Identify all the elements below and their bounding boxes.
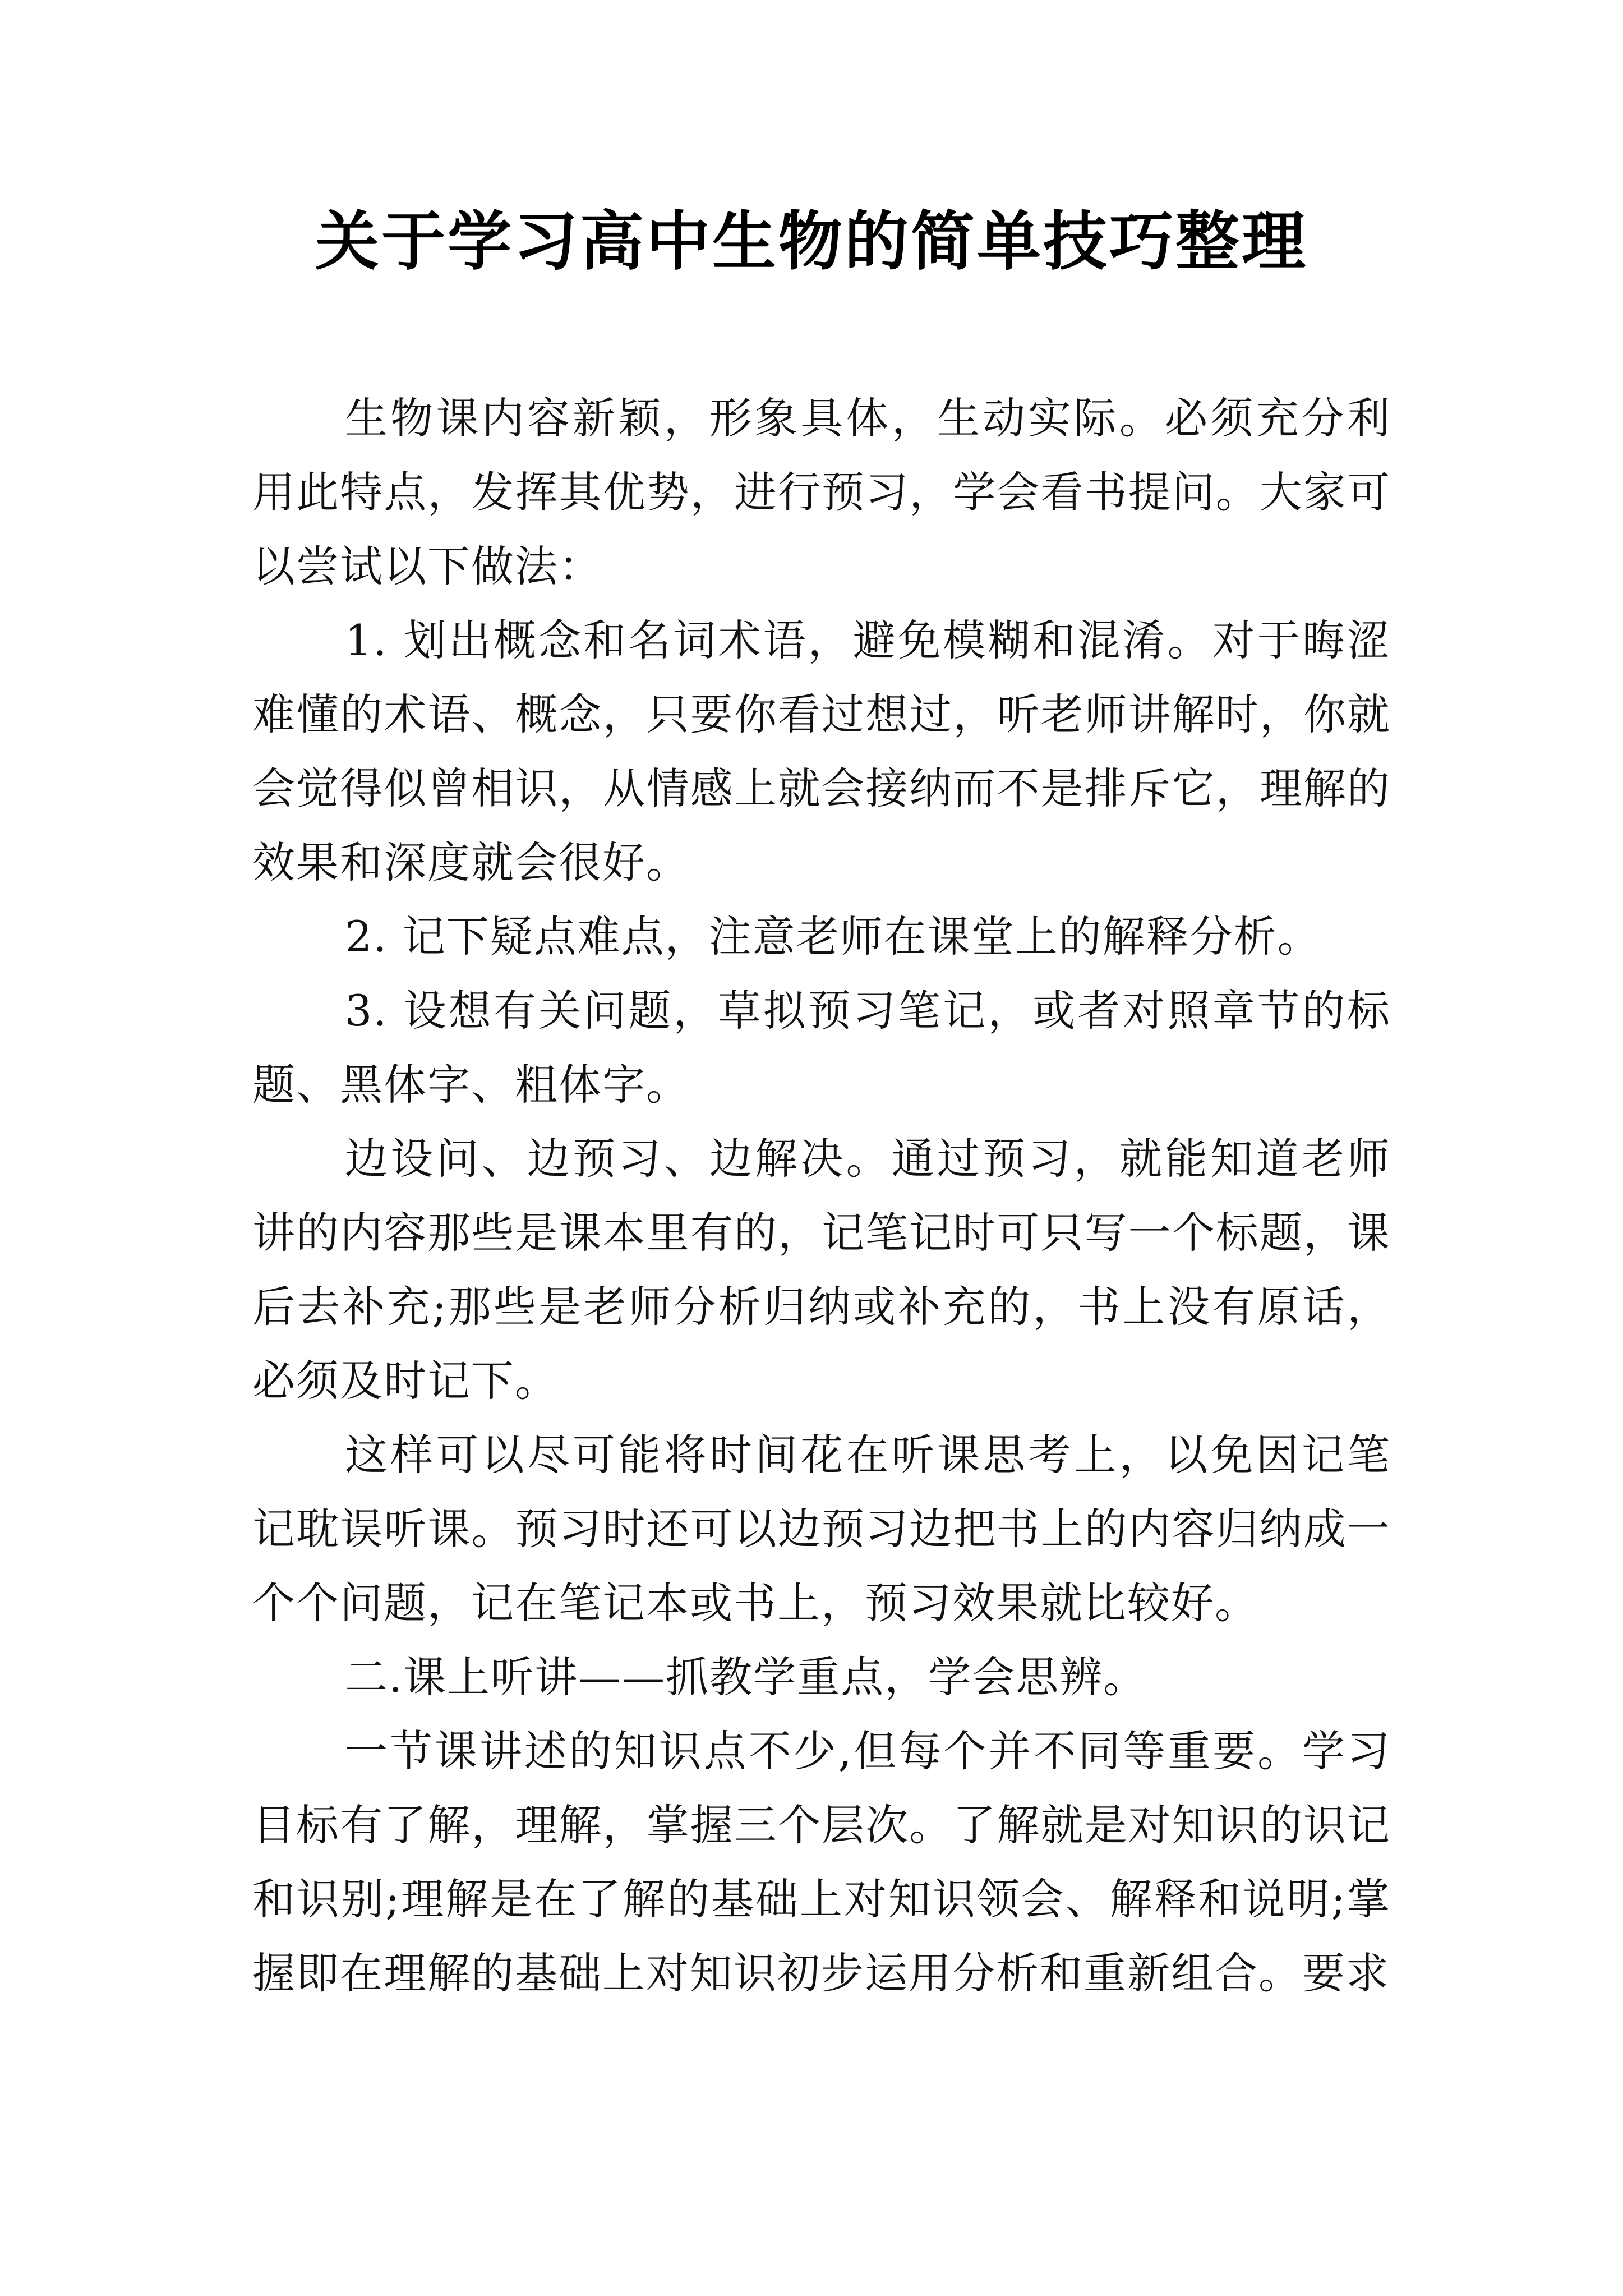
paragraph-intro: 生物课内容新颖，形象具体，生动实际。必须充分利用此特点，发挥其优势，进行预习，学会看书提问。大家可以尝试以下做法： — [252, 393, 1391, 591]
paragraph-item-2: 2. 记下疑点难点，注意老师在课堂上的解释分析。 — [345, 912, 1321, 961]
paragraph-preview-benefit: 这样可以尽可能将时间花在听课思考上，以免因记笔记耽误听课。预习时还可以边预习边把书上的内容归纳成一个个问题，记在笔记本或书上，预习效果就比较好。 — [252, 1430, 1391, 1628]
document-body — [252, 381, 1391, 2010]
paragraph-item-1: 1. 划出概念和名词术语，避免模糊和混淆。对于晦涩难懂的术语、概念，只要你看过想过，听老师讲解时，你就会觉得似曾相识，从情感上就会接纳而不是排斥它，理解的效果和深度就会很好。 — [252, 615, 1391, 887]
paragraph-learning-goals: 一节课讲述的知识点不少,但每个并不同等重要。学习目标有了解，理解，掌握三个层次。了解就是对知识的识记和识别;理解是在了解的基础上对知识领会、解释和说明;掌握即在理解的基础上对知识初步运用分析和重新组合。要求 — [252, 1726, 1391, 1998]
section-heading-class-listening: 二.课上听讲——抓教学重点，学会思辨。 — [345, 1652, 1147, 1702]
paragraph-preview-method: 边设问、边预习、边解决。通过预习，就能知道老师讲的内容那些是课本里有的，记笔记时可只写一个标题，课后去补充;那些是老师分析归纳或补充的，书上没有原话，必须及时记下。 — [252, 1134, 1391, 1406]
paragraph-item-3: 3. 设想有关问题，草拟预习笔记，或者对照章节的标题、黑体字、粗体字。 — [252, 986, 1391, 1110]
document-title: 关于学习高中生物的简单技巧整理 — [315, 204, 1308, 279]
